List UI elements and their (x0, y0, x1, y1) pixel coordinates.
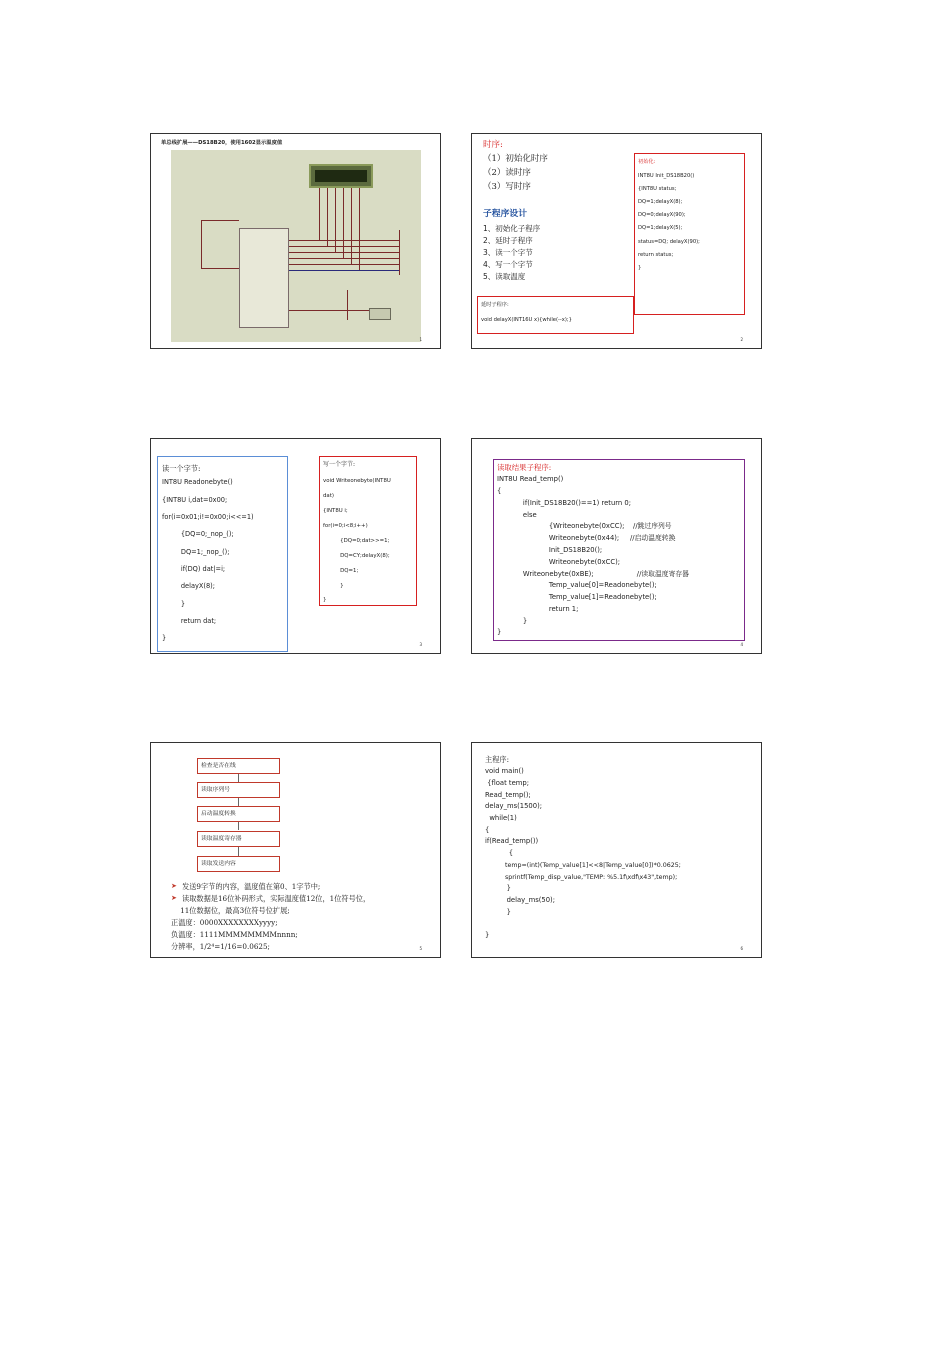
text-line: 分辨率，1/2⁴=1/16=0.0625; (171, 942, 270, 951)
code-line: status=DQ; delayX(90); (638, 239, 700, 245)
code-line: DQ=1;_nop_(); (162, 548, 230, 556)
flow-step: 检查是否在线 (197, 758, 280, 774)
code-line: } (497, 628, 502, 636)
code-line: void Writeonebyte(INT8U (323, 478, 391, 484)
text-line: 正温度：0000XXXXXXXXyyyy; (171, 918, 278, 927)
code-line: } (638, 265, 642, 271)
timing-item: （2）读时序 (483, 168, 531, 178)
circuit-schematic (171, 150, 421, 342)
subroutine-item: 5、读取温度 (483, 272, 526, 281)
code-line: if(Init_DS18B20()==1) return 0; (497, 499, 632, 507)
read-byte-box (157, 456, 288, 652)
code-line: return 1; (497, 605, 579, 613)
code-line: void delayX(INT16U x){while(--x);} (481, 317, 572, 323)
code-line: } (485, 931, 490, 939)
read-temp-label: 读取结果子程序: (497, 463, 552, 472)
code-line: { (485, 826, 490, 834)
code-line: { (497, 487, 502, 495)
bullet-arrow: ➤ (171, 894, 177, 902)
timing-title: 时序: (483, 140, 503, 150)
code-line: temp=(int)(Temp_value[1]<<8|Temp_value[0])*0.0625; (485, 862, 681, 869)
subroutine-item: 1、初始化子程序 (483, 224, 541, 233)
code-line: {Writeonebyte(0xCC); //跳过序列号 (497, 522, 672, 530)
write-label: 写一个字节: (323, 461, 356, 468)
bullet-text: 11位数据位，最高3位符号位扩展; (171, 906, 290, 915)
code-line: Writeonebyte(0xBE); //读取温度寄存器 (497, 570, 689, 578)
page-number: 2 (740, 337, 743, 342)
page-number: 3 (419, 642, 422, 647)
subroutine-item: 2、延时子程序 (483, 236, 533, 245)
lcd-1602 (309, 164, 373, 188)
code-line: for(i=0x01;i!=0x00;i<<=1) (162, 513, 254, 521)
code-line: } (162, 600, 186, 608)
code-line: void main() (485, 767, 524, 775)
slide-3 (150, 438, 441, 654)
mcu-chip (239, 228, 289, 328)
page-number: 4 (740, 642, 743, 647)
slide-1 (150, 133, 441, 349)
code-line: DQ=CY;delayX(8); (323, 553, 390, 559)
flow-step: 读取发送内容 (197, 856, 280, 872)
read-temp-box (493, 459, 745, 641)
read-label: 读一个字节: (162, 464, 201, 473)
code-line: 主程序: (485, 755, 509, 764)
slide-title: 单总线扩展——DS18B20，使用1602显示温度值 (161, 140, 283, 146)
code-line: Temp_value[0]=Readonebyte(); (497, 581, 657, 589)
code-line: delay_ms(1500); (485, 802, 543, 810)
code-line: while(1) (485, 814, 517, 822)
code-line: INT8U Readonebyte() (162, 478, 233, 486)
code-line: DQ=0;delayX(90); (638, 212, 686, 218)
code-line: if(Read_temp()) (485, 837, 539, 845)
code-line: } (497, 617, 528, 625)
code-line: Writeonebyte(0x44); //启动温度转换 (497, 534, 676, 542)
bullet-text: 读取数据是16位补码形式，实际温度值12位，1位符号位， (182, 894, 371, 903)
code-line: } (323, 597, 327, 603)
code-line: {INT8U status; (638, 186, 677, 192)
code-line: Writeonebyte(0xCC); (497, 558, 621, 566)
bullet-arrow: ➤ (171, 882, 177, 890)
write-byte-box (319, 456, 417, 606)
code-line: } (162, 634, 167, 642)
code-line: if(DQ) dat|=i; (162, 565, 226, 573)
code-line: for(i=0;i<8;i++) (323, 523, 368, 529)
subroutine-item: 3、读一个字节 (483, 248, 533, 257)
code-line: delayX(8); (162, 582, 215, 590)
code-line: INT8U Read_temp() (497, 475, 564, 483)
code-line: DQ=1; (323, 568, 359, 574)
code-line: Temp_value[1]=Readonebyte(); (497, 593, 657, 601)
init-label: 初始化: (638, 159, 656, 165)
flow-step: 读取温度寄存器 (197, 831, 280, 847)
delay-label: 延时子程序: (481, 302, 509, 308)
code-line: return dat; (162, 617, 217, 625)
init-code-box (634, 153, 745, 315)
text-line: 负温度：1111MMMMMMMMnnnn; (171, 930, 298, 939)
code-line: {INT8U i; (323, 508, 348, 514)
page-number: 1 (419, 337, 422, 342)
code-line: DQ=1;delayX(8); (638, 199, 683, 205)
code-line: INT8U Init_DS18B20() (638, 173, 695, 179)
bullet-text: 发送9字节的内容，温度值在第0、1字节中; (182, 882, 321, 891)
slide-2 (471, 133, 762, 349)
page-number: 5 (419, 946, 422, 951)
page-number: 6 (740, 946, 743, 951)
slide-6 (471, 742, 762, 958)
timing-item: （1）初始化时序 (483, 154, 548, 164)
code-line: Read_temp(); (485, 791, 531, 799)
code-line: {float temp; (485, 779, 529, 787)
code-line: Init_DS18B20(); (497, 546, 603, 554)
code-line: return status; (638, 252, 674, 258)
code-line: { (485, 849, 514, 857)
code-line: dat) (323, 493, 334, 499)
timing-item: （3）写时序 (483, 182, 531, 192)
code-line: {DQ=0;dat>>=1; (323, 538, 390, 544)
slide-4 (471, 438, 762, 654)
code-line: DQ=1;delayX(5); (638, 225, 683, 231)
flow-step: 读取序列号 (197, 782, 280, 798)
code-line: sprintf(Temp_disp_value,"TEMP: %5.1f\xdf\x43",temp); (485, 874, 678, 881)
code-line: } (323, 583, 344, 589)
code-line: else (497, 511, 537, 519)
code-line: } (485, 884, 511, 892)
code-line: } (485, 908, 511, 916)
code-line: delay_ms(50); (485, 896, 555, 904)
subroutine-item: 4、写一个字节 (483, 260, 533, 269)
subroutine-title: 子程序设计 (483, 209, 527, 219)
slide-5 (150, 742, 441, 958)
flow-step: 启动温度转换 (197, 806, 280, 822)
code-line: {INT8U i,dat=0x00; (162, 496, 228, 504)
delay-code-box (477, 296, 634, 334)
code-line: {DQ=0;_nop_(); (162, 530, 234, 538)
